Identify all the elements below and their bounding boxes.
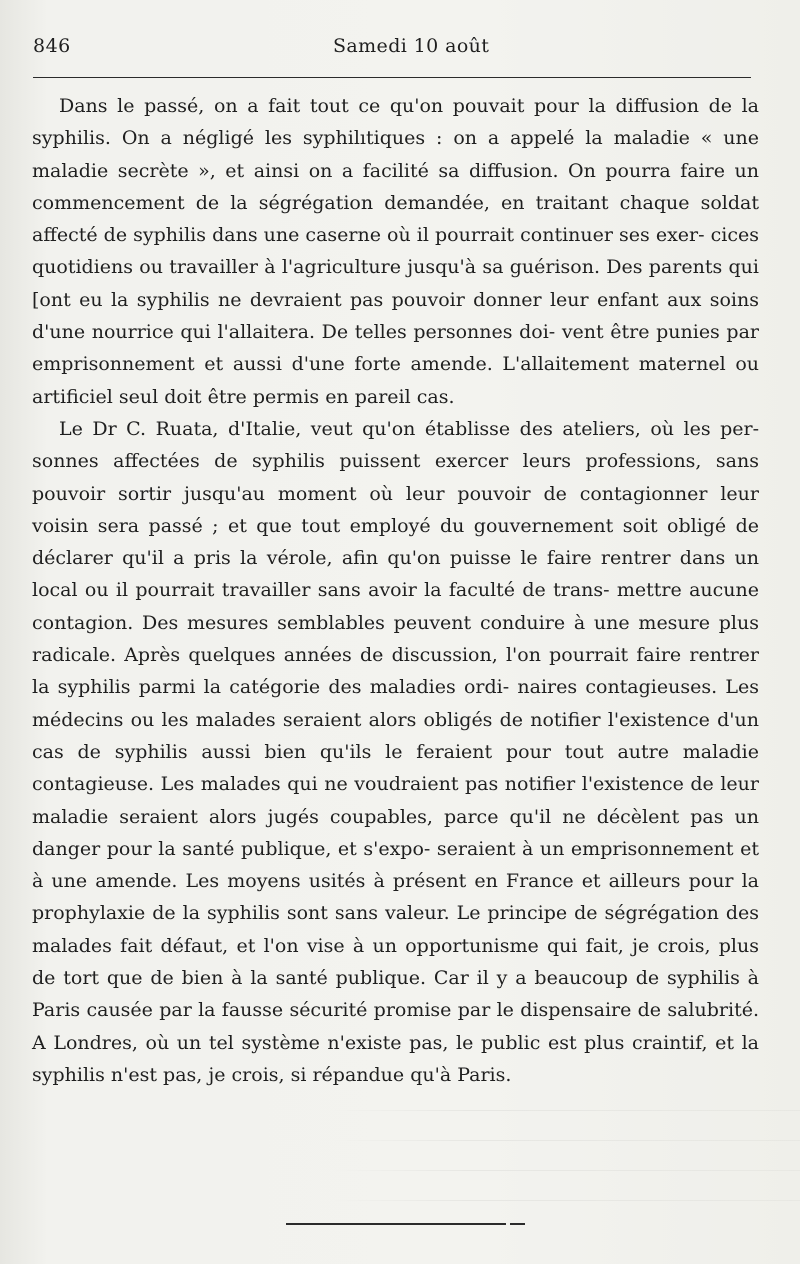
article-body: [32, 90, 759, 1091]
bleed-through-texture: [330, 1110, 800, 1250]
paragraph: Dans le passé, on a fait tout ce qu'on pouvait pour la diffusion de la syphilis. On a négligé les syphilıtiques : on a appelé la maladie « une maladie secrète », et ainsi on a facilité sa diffusion. On pourra faire un commencement de la ségrégation demandée, en traitant chaque soldat affecté de syphilis dans une caserne où il pourrait continuer ses exer- cices quotidiens ou travailler à l'agriculture jusqu'à sa guérison. Des parents qui [ont eu la syphilis ne devraient pas pouvoir donner leur enfant aux soins d'une nourrice qui l'allaitera. De telles personnes doi- vent être punies par emprisonnement et aussi d'une forte amende. L'allaitement maternel ou artificiel seul doit être permis en pareil cas.: [32, 95, 759, 408]
paragraph: Le Dr C. Ruata, d'Italie, veut qu'on établisse des ateliers, où les per- sonnes affectées de syphilis puissent exercer leurs professions, sans pouvoir sortir jusqu'au moment où leur pouvoir de contagionner leur voisin sera passé ; et que tout employé du gouvernement soit obligé de déclarer qu'il a pris la vérole, afin qu'on puisse le faire rentrer dans un local ou il pourrait travailler sans avoir la faculté de trans- mettre aucune contagion. Des mesures semblables peuvent conduire à une mesure plus radicale. Après quelques années de discussion, l'on pourrait faire rentrer la syphilis parmi la catégorie des maladies ordi- naires contagieuses. Les médecins ou les malades seraient alors obligés de notifier l'existence d'un cas de syphilis aussi bien qu'ils le feraient pour tout autre maladie contagieuse. Les malades qui ne voudraient pas notifier l'existence de leur maladie seraient alors jugés coupables, parce qu'il ne décèlent pas un danger pour la santé publique, et s'expo- seraient à un emprisonnement et à une amende. Les moyens usités à présent en France et ailleurs pour la prophylaxie de la syphilis sont sans valeur. Le principe de ségrégation des malades fait défaut, et l'on vise à un opportunisme qui fait, je crois, plus de tort que de bien à la santé publique. Car il y a beaucoup de syphilis à Paris causée par la fausse sécurité promise par le dispensaire de salubrité. A Londres, où un tel système n'existe pas, le public est plus craintif, et la syphilis n'est pas, je crois, si répandue qu'à Paris.: [32, 417, 759, 1086]
header-rule: [33, 77, 751, 78]
page-number: 846: [33, 35, 71, 57]
page-header: [33, 34, 751, 66]
footer-rule: [286, 1223, 506, 1225]
running-title: Samedi 10 août: [333, 35, 490, 57]
footer-rule-end: [510, 1223, 525, 1225]
